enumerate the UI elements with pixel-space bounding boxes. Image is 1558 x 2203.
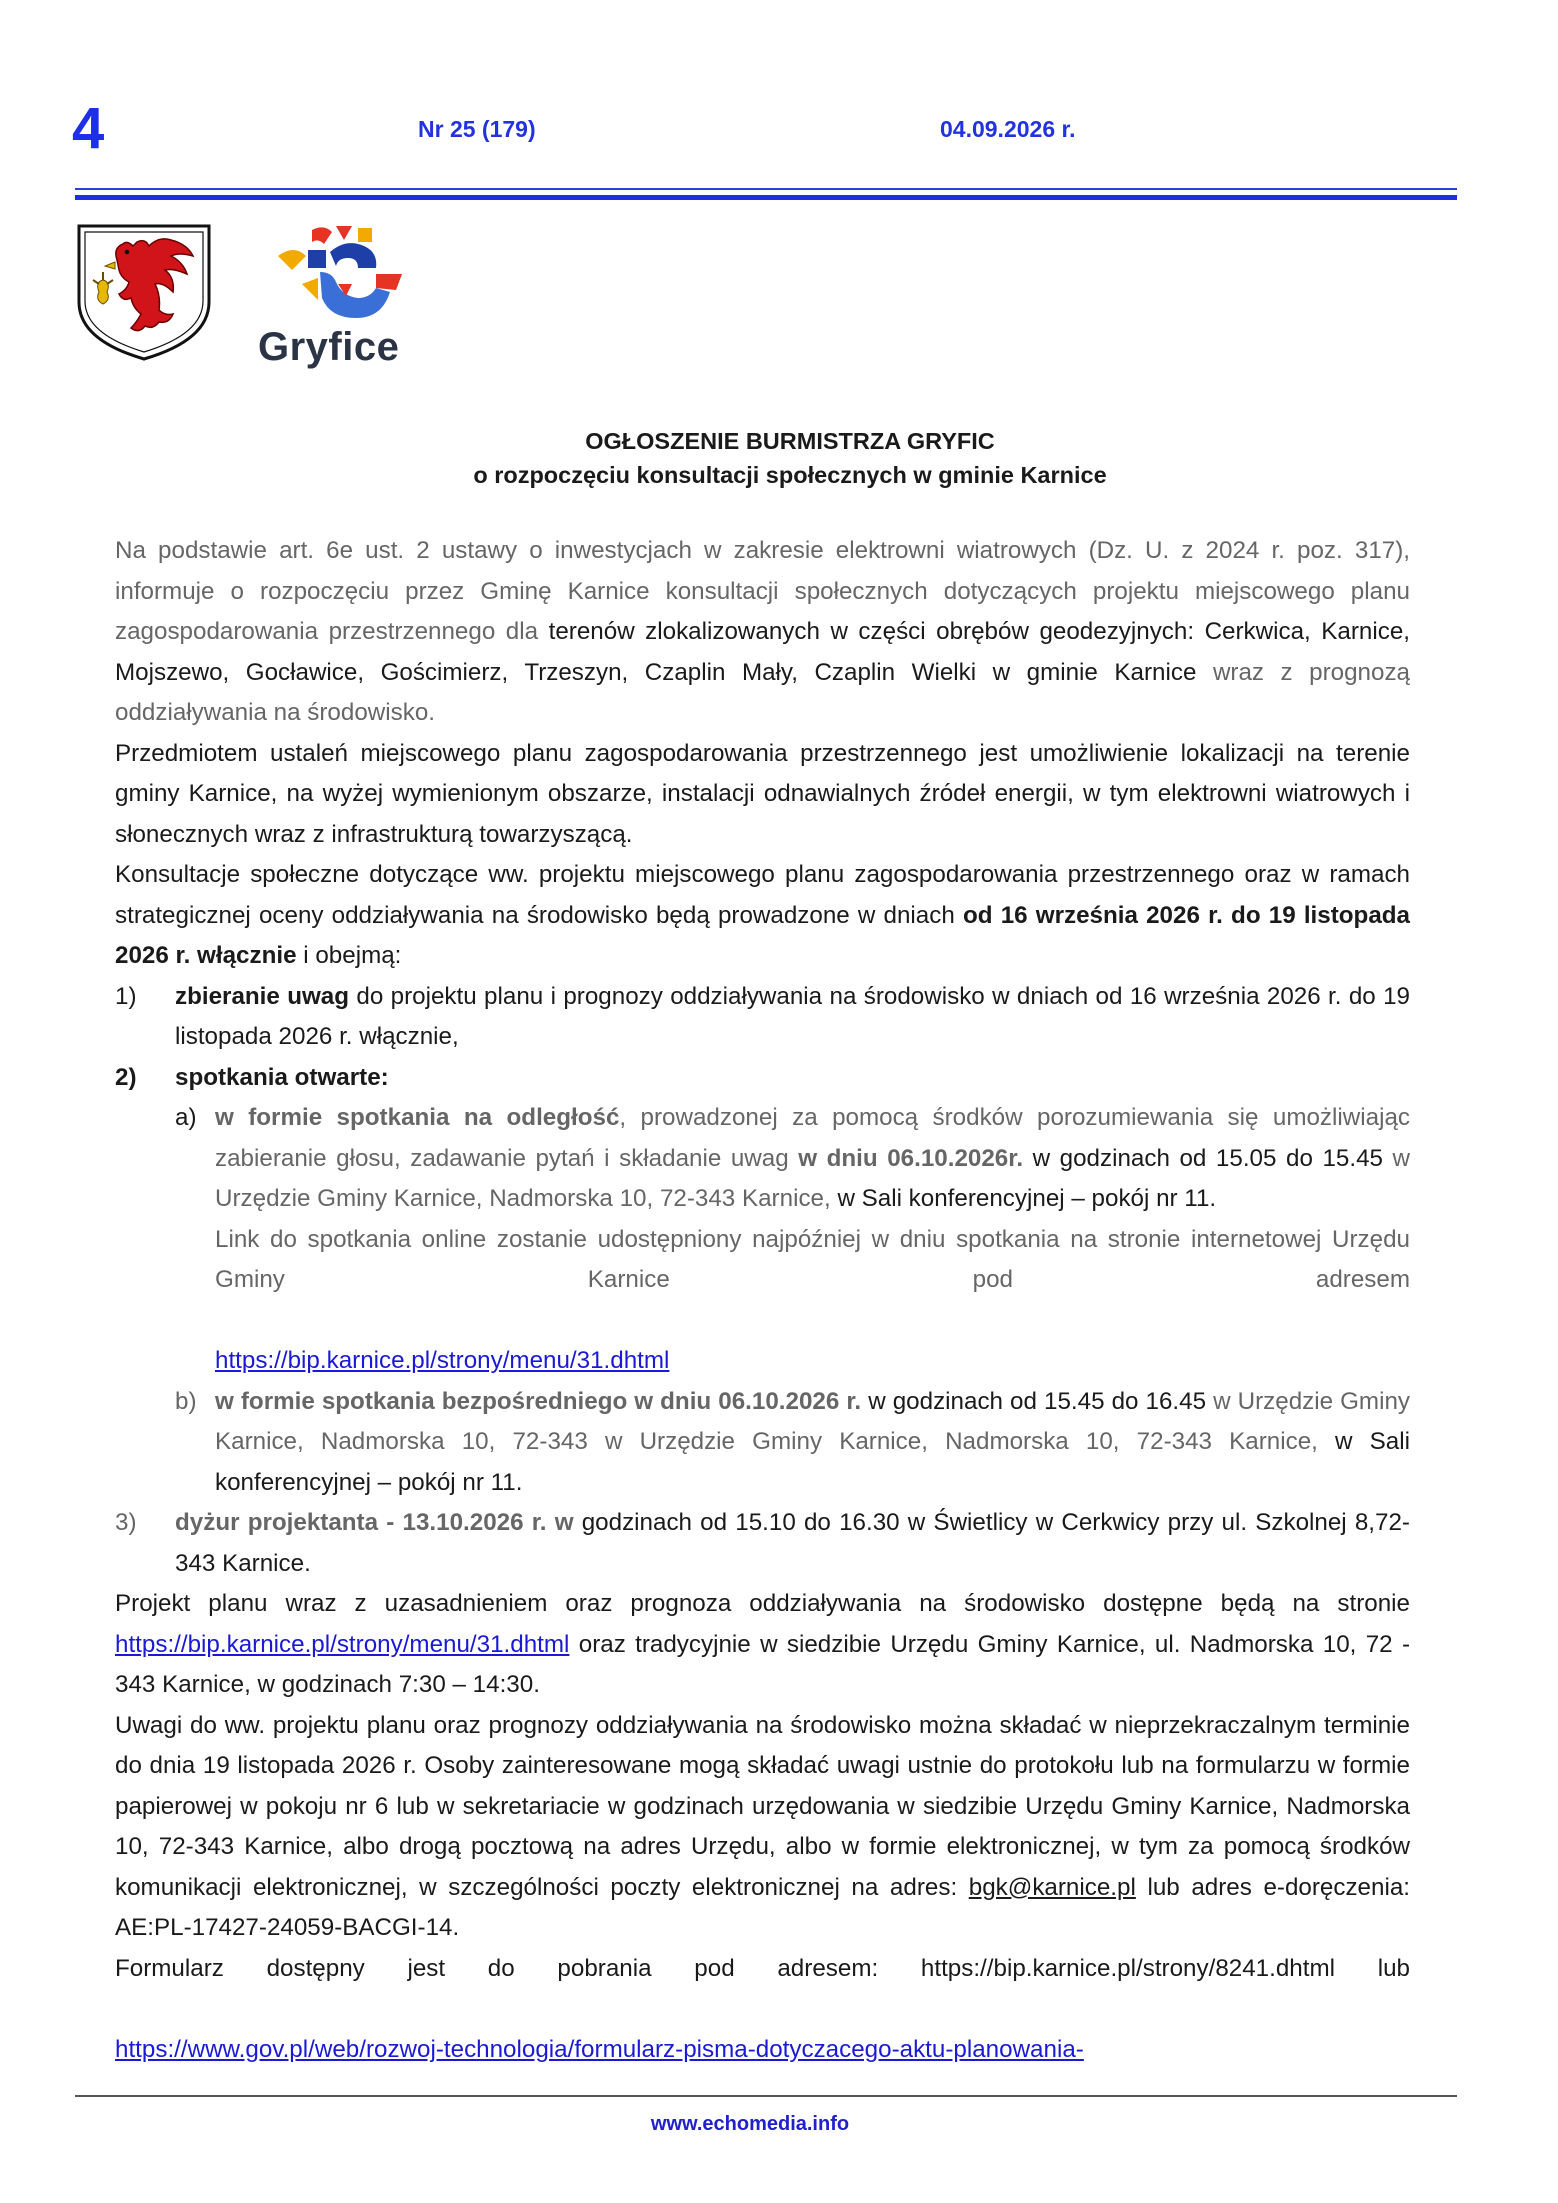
list-number-1: 1) xyxy=(115,982,137,1010)
project-paragraph xyxy=(115,1584,1410,1706)
remarks-text-2: lub adres e-doręczenia: AE:PL-17427-24059-BACGI-14. xyxy=(115,1873,1411,1941)
sublist-a-hours: w godzinach od 15.05 do 15.45 xyxy=(1023,1144,1383,1172)
intro-paragraph xyxy=(115,531,1410,734)
sublist-b-hours: w godzinach od 15.45 do 16.45 xyxy=(861,1387,1207,1415)
sublist-a-room: w Sali konferencyjnej – pokój nr 11. xyxy=(837,1185,1217,1212)
intro-dark-text: terenów zlokalizowanych w części obrębów geodezyjnych: Cerkwica, Karnice, Mojszewo, Gocławice, Gościmierz, Trzeszyn, Czaplin Mały, Czaplin Wielki w gminie Karnice xyxy=(115,618,1411,686)
announcement-title: OGŁOSZENIE BURMISTRZA GRYFIC xyxy=(585,428,995,454)
list-item-3-text: godzinach od 15.10 do 16.30 w Świetlicy w Cerkwicy przy ul. Szkolnej 8,72-343 Karnice. xyxy=(175,1509,1410,1577)
announcement-subtitle: o rozpoczęciu konsultacji społecznych w gminie Karnice xyxy=(473,462,1107,488)
remarks-text-1: Uwagi do ww. projektu planu oraz prognozy oddziaływania na środowisko można składać w nieprzekraczalnym terminie do dnia 19 listopada 2026 r. Osoby zainteresowane mogą składać uwagi ustnie do protokołu lub na formularzu w formie papierowej w pokoju nr 6 lub w sekretariacie w godzinach urzędowania w siedzibie Urzędu Gminy Karnice, Nadmorska 10, 72-343 Karnice, albo drogą pocztową na adres Urzędu, albo w formie elektronicznej, w tym za pomocą środków komunikacji elektronicznej, w szczególności poczty elektronicznej na adres: xyxy=(115,1711,1410,1901)
intro-grey-tail: wraz z prognozą oddziaływania na środowisko. xyxy=(115,658,1410,726)
project-link[interactable]: https://bip.karnice.pl/strony/menu/31.dhtml xyxy=(115,1630,570,1658)
sublist-letter-b: b) xyxy=(175,1387,197,1415)
document-body xyxy=(115,531,1410,2070)
list-item-2 xyxy=(115,1058,1410,1099)
meeting-link[interactable]: https://bip.karnice.pl/strony/menu/31.dhtml xyxy=(215,1347,670,1374)
consultation-text: Konsultacje społeczne dotyczące ww. projektu miejscowego planu zagospodarowania przestrzennego oraz w ramach strategicznej oceny oddziaływania na środowisko będą prowadzone w dniach xyxy=(115,861,1410,929)
intro-grey-text: Na podstawie art. 6e ust. 2 ustawy o inwestycjach w zakresie elektrowni wiatrowych (Dz. U. z 2024 r. poz. 317), informuje o rozpoczęciu przez Gminę Karnice konsultacji społecznych dotyczących projektu miejscowego planu zagospodarowania przestrzennego dla xyxy=(115,537,1410,645)
sublist-a-url-row xyxy=(115,1341,1410,1382)
remarks-paragraph xyxy=(115,1706,1410,1949)
form-link-row xyxy=(115,2030,1410,2071)
list-item-1-bold: zbieranie uwag xyxy=(175,982,350,1010)
consultation-tail: i obejmą: xyxy=(296,942,402,969)
logo-wordmark: Gryfice xyxy=(258,325,400,369)
header-rule-thick xyxy=(75,195,1457,200)
sublist-a-grey-text: , prowadzonej za pomocą środków porozumiewania się umożliwiając zabieranie głosu, zadawanie pytań i składanie uwag xyxy=(215,1104,1410,1172)
list-number-3: 3) xyxy=(115,1509,137,1536)
footer-rule xyxy=(75,2095,1457,2097)
sublist-b-room: w Sali konferencyjnej – pokój nr 11. xyxy=(215,1428,1410,1496)
footer-site: www.echomedia.info xyxy=(650,2113,850,2135)
sublist-item-a xyxy=(115,1098,1410,1220)
sublist-a-date: w dniu 06.10.2026r. xyxy=(798,1144,1024,1172)
email-link[interactable]: bgk@karnice.pl xyxy=(968,1873,1136,1901)
project-text-2: oraz tradycyjnie w siedzibie Urzędu Gminy Karnice, ul. Nadmorska 10, 72 - 343 Karnice, w godzinach 7:30 – 14:30. xyxy=(115,1630,1410,1698)
page-number: 4 xyxy=(72,96,105,161)
issue-date: 04.09.2026 r. xyxy=(940,116,1076,142)
consultation-paragraph xyxy=(115,855,1410,977)
sublist-item-b xyxy=(115,1382,1410,1504)
list-item-3-bold: dyżur projektanta - 13.10.2026 r. w xyxy=(175,1509,574,1536)
list-item-1-text: do projektu planu i prognozy oddziaływania na środowisko w dniach od 16 września 2026 r. do 19 listopada 2026 r. włącznie, xyxy=(175,982,1411,1050)
header-rule-thin xyxy=(75,188,1457,190)
form-paragraph: Formularz dostępny jest do pobrania pod adresem: https://bip.karnice.pl/strony/8241.dhtml lub xyxy=(115,1954,1410,1982)
list-item-2-bold: spotkania otwarte: xyxy=(175,1063,389,1091)
project-text-1: Projekt planu wraz z uzasadnieniem oraz prognoza oddziaływania na środowisko dostępne będą na stronie xyxy=(115,1590,1410,1617)
sublist-a-link-info: Link do spotkania online zostanie udostępniony najpóźniej w dniu spotkania na stronie internetowej Urzędu Gminy Karnice pod adresem xyxy=(215,1225,1410,1293)
sublist-a-bold: w formie spotkania na odległość xyxy=(215,1104,620,1131)
consultation-dates: od 16 września 2026 r. do 19 listopada 2026 r. włącznie xyxy=(115,901,1410,969)
subject-paragraph: Przedmiotem ustaleń miejscowego planu zagospodarowania przestrzennego jest umożliwienie lokalizacji na terenie gminy Karnice, na wyżej wymienionym obszarze, instalacji odnawialnych źródeł energii, w tym elektrowni wiatrowych i słonecznych wraz z infrastrukturą towarzyszącą. xyxy=(115,739,1410,848)
coat-of-arms-icon xyxy=(75,222,213,362)
form-link[interactable]: https://www.gov.pl/web/rozwoj-technologia/formularz-pisma-dotyczacego-aktu-planowania- xyxy=(115,2035,1084,2063)
sublist-letter-a: a) xyxy=(175,1104,197,1131)
list-item-3 xyxy=(115,1503,1410,1584)
gryfice-logo-mark-icon xyxy=(272,222,407,322)
list-item-1 xyxy=(115,977,1410,1058)
sublist-b-bold: w formie spotkania bezpośredniego w dniu 06.10.2026 r. xyxy=(215,1387,862,1415)
sublist-a-place: w Urzędzie Gminy Karnice, Nadmorska 10, 72-343 Karnice, xyxy=(215,1144,1411,1212)
list-number-2: 2) xyxy=(115,1063,137,1091)
issue-number: Nr 25 (179) xyxy=(418,116,536,142)
sublist-b-place: w Urzędzie Gminy Karnice, Nadmorska 10, 72-343 w Urzędzie Gminy Karnice, Nadmorska 10, 72-343 Karnice, xyxy=(215,1387,1410,1455)
